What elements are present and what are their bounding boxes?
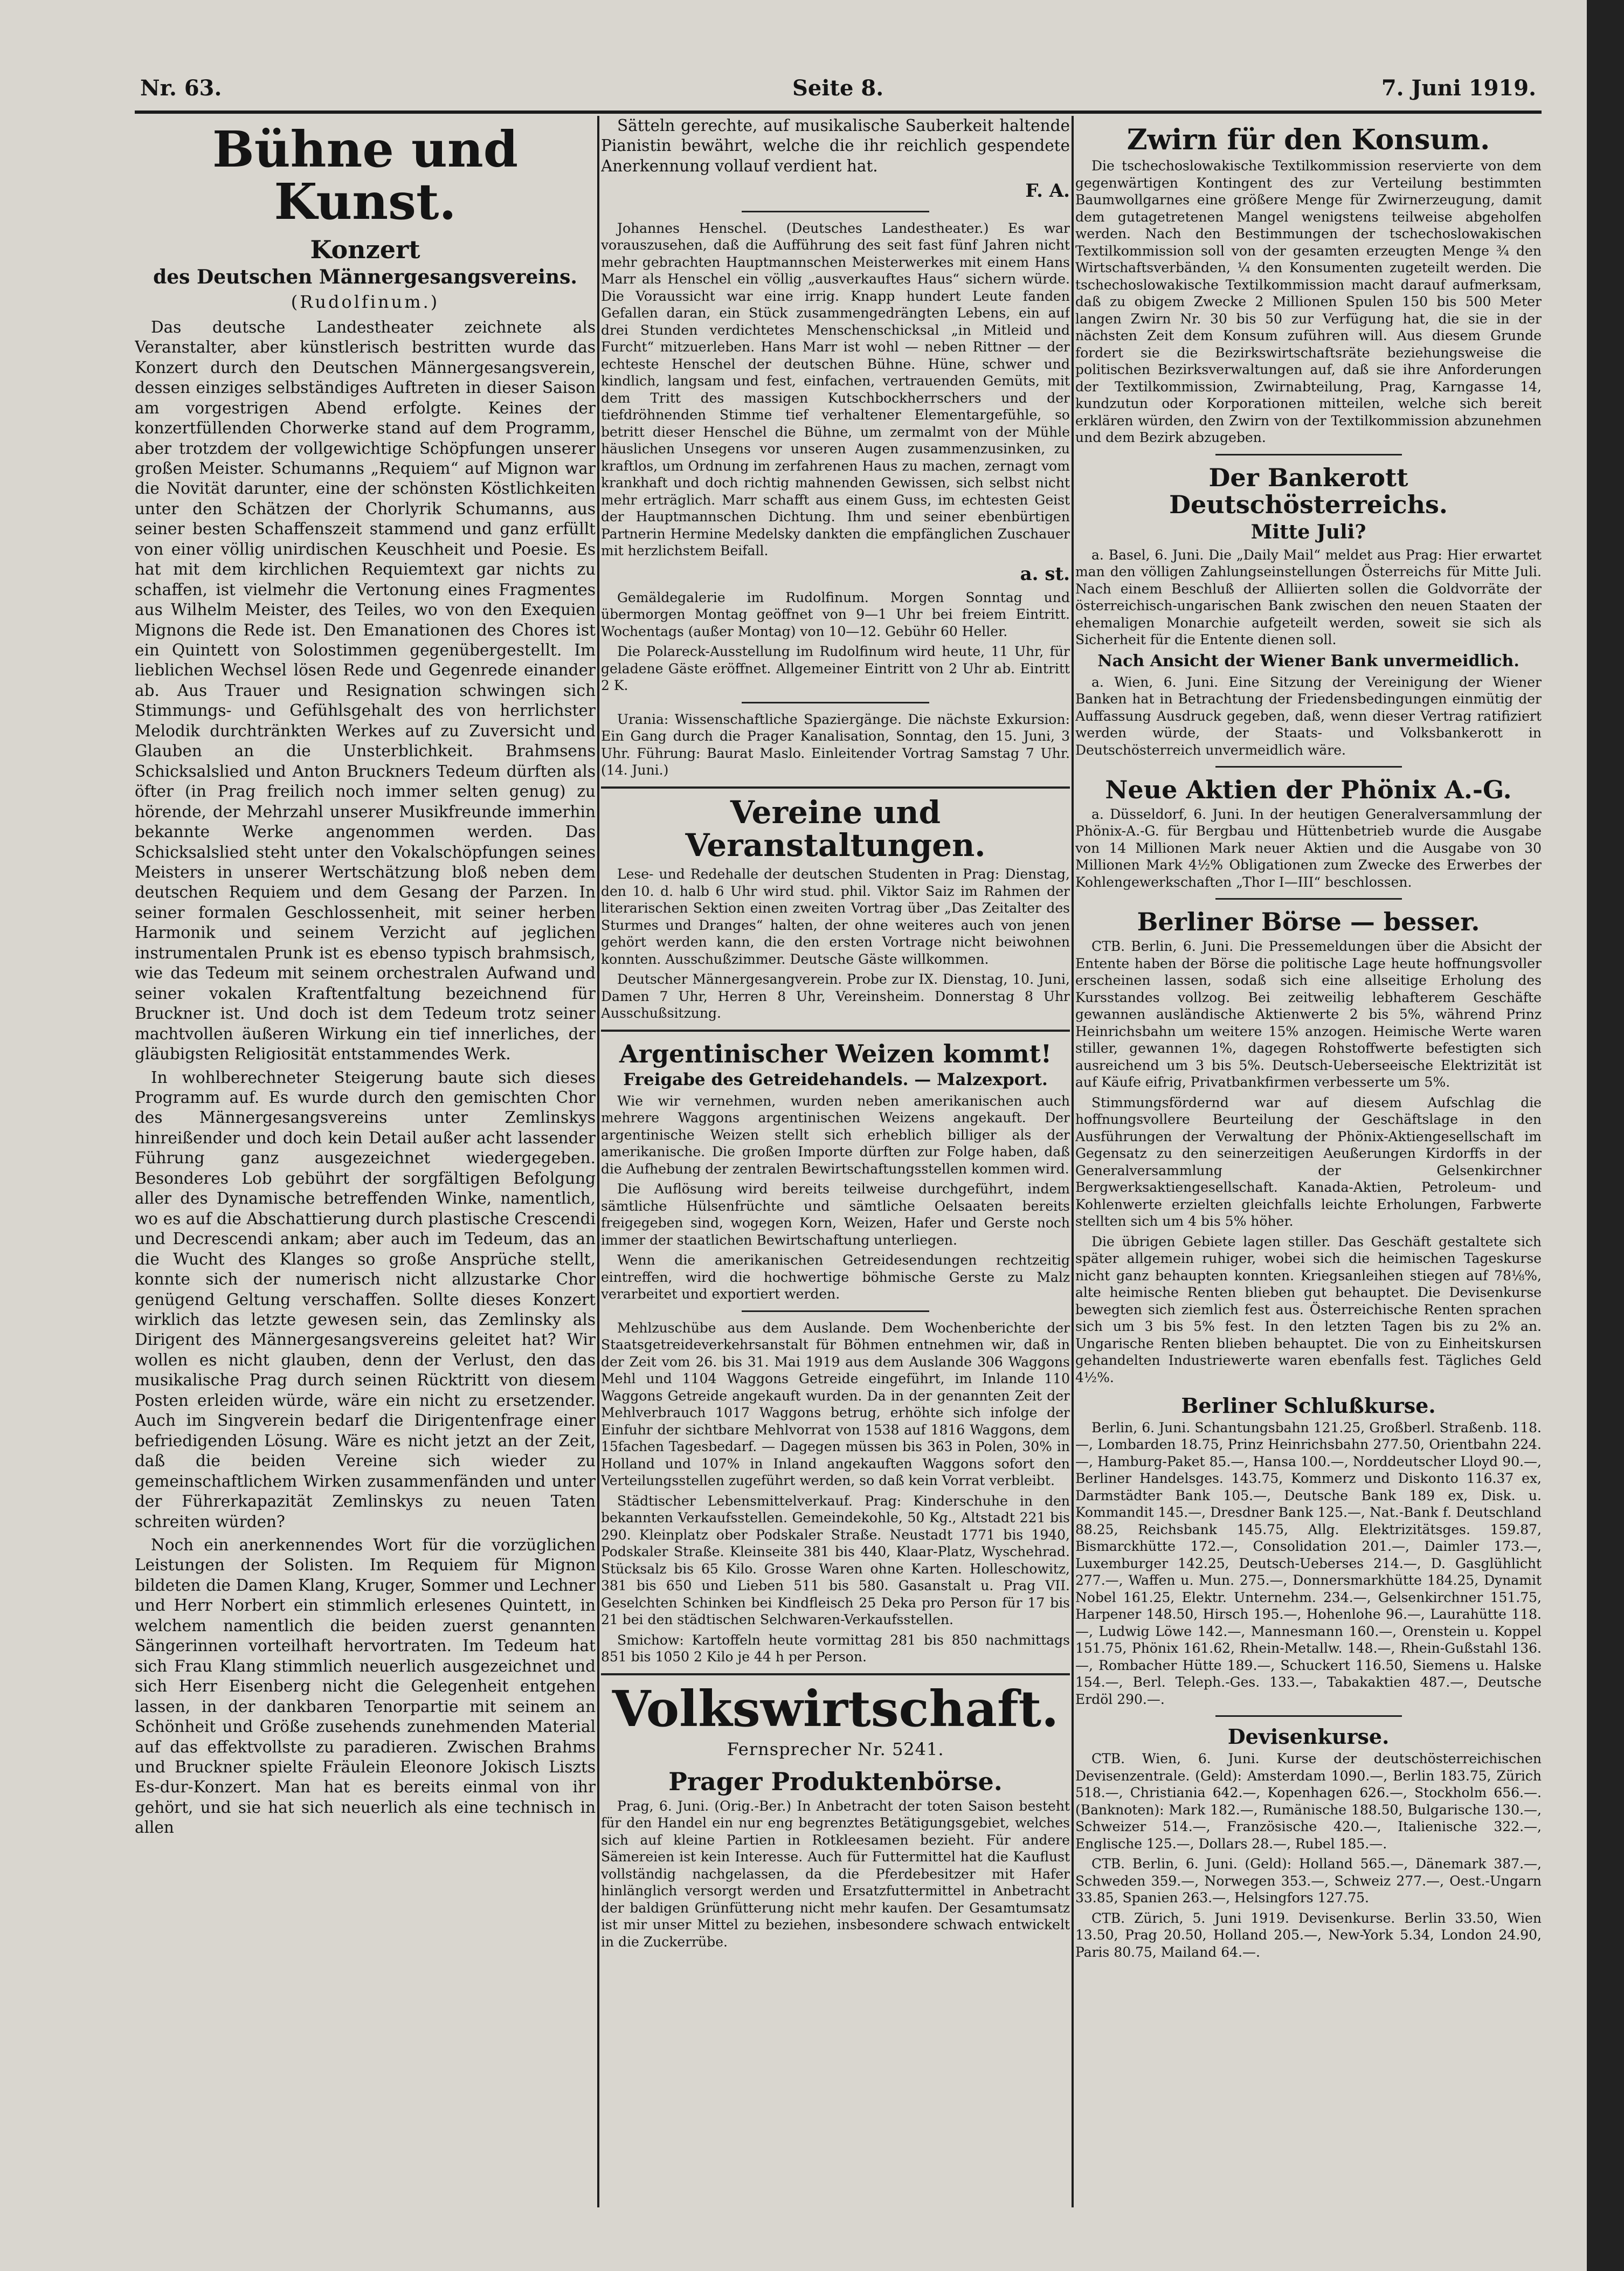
article-title-zwirn: Zwirn für den Konsum. — [1127, 123, 1490, 156]
divider — [601, 786, 1070, 789]
divider — [1215, 1715, 1402, 1717]
divider — [1215, 898, 1402, 900]
notice-smichow: Smichow: Kartoffeln heute vormittag 281 bis 850 nachmittags 851 bis 1050 2 Kilo je 44 h per Person. — [601, 1632, 1070, 1665]
author-signature: a. st. — [1020, 563, 1070, 585]
article-paragraph: Noch ein anerkennendes Wort für die vorzüglichen Leistungen der Solisten. Im Requiem für Mignon bildeten die Damen Klang, Kruger, Sommer und Lechner und Herr Norbert ein stimmlich erlesenes Quintett, in welchem namentlich die beiden zuerst genannten Sängerinnen vorteilhaft hervortraten. Im Tedeum hat sich Frau Klang stimmlich neuerlich ausgezeichnet und sich Herr Eisenberg nicht die Gelegenheit entgehen lassen, in der dankbaren Tenorpartie mit seinem an Schönheit und Größe zusehends zunehmenden Material auf das effektvollste zu paradieren. Zwischen Brahms und Bruckner spielte Fräulein Eleonore Jokisch Liszts Es-dur-Konzert. Man hat es bereits einmal von ihr gehört, und sie hat sich neuerlich als eine technisch in allen — [135, 1535, 596, 1837]
article-title-weizen: Argentinischer Weizen kommt! — [619, 1039, 1052, 1068]
article-paragraph: Wenn die amerikanischen Getreidesendungen rechtzeitig eintreffen, wird die hochwertige böhmische Gerste zu Malz verarbeitet und exportiert werden. — [601, 1252, 1070, 1302]
notice-galerie: Gemäldegalerie im Rudolfinum. Morgen Sonntag und übermorgen Montag geöffnet von 9—1 Uhr bei freiem Eintritt. Wochentags (außer Montag) von 10—12. Gebühr 60 Heller. — [601, 589, 1070, 639]
divider — [1215, 454, 1402, 455]
divider — [601, 1673, 1070, 1675]
notice-henschel: Johannes Henschel. (Deutsches Landestheater.) Es war vorauszusehen, daß die Aufführung des seit fast fünf Jahren nicht mehr gebrachten Hauptmannschen Meisterwerkes mit einem Hans Marr als Henschel ein völlig „ausverkauftes Haus“ sichern würde. Die Voraussicht war eine irrig. Knapp hundert Leute fanden Gefallen daran, ein Stück zusammengedrängten Lebens, ein auf drei Stunden verdichtetes Menschenschicksal „in Mitleid und Furcht“ mitzuerleben. Hans Marr ist wohl — neben Rittner — der echteste Henschel der deutschen Bühne. Hüne, schwer und kindlich, langsam und fest, einfachen, vertrauenden Gemüts, mit dem Tritt des massigen Kutschbockherrschers und der tiefdröhnenden Stimme tief verhaltener Elementargefühle, so betritt dieser Henschel die Bühne, um zermalmt von der Mühle häuslichen Unsegens vor unseren Augen zusammenzusinken, zu kraftlos, um Ordnung im zerfahrenen Haus zu machen, zernagt vom krankhaft und doch richtig mahnenden Gewissen, sich selbst nicht mehr erträglich. Marr schafft aus einem Guss, im echtesten Geist der Hauptmannschen Dichtung. Ihm und seiner ebenbürtigen Partnerin Hermine Medelsky dankten die empfänglichen Zuschauer mit herzlichstem Beifall. — [601, 220, 1070, 559]
article-title-produktenboerse: Prager Produktenbörse. — [668, 1767, 1003, 1797]
article-paragraph: a. Düsseldorf, 6. Juni. In der heutigen Generalversammlung der Phönix-A.-G. für Bergbau und Hüttenbetrieb wurde die Ausgabe von 14 Millionen Mark neuer Aktien und die Ausgabe von 30 Millionen Mark 4½% Obligationen zum Zwecke des Erwerbes der Kohlengewerkschaften „Thor I—III“ beschlossen. — [1075, 806, 1542, 890]
section-heading-vereine: Vereine und Veranstaltungen. — [685, 793, 986, 864]
article-paragraph: Sätteln gerechte, auf musikalische Sauberkeit haltende Pianistin bewährt, welche die ihr reichlich gespendete Anerkennung vollauf verdient hat. — [601, 116, 1070, 175]
column-rule-2 — [1072, 116, 1074, 2207]
article-paragraph: Das deutsche Landestheater zeichnete als Veranstalter, aber künstlerisch bestritten wurde das Konzert durch den Deutschen Männergesangsverein, dessen einziges selbständiges Auftreten in dieser Saison am vorgestrigen Abend erfolgte. Keines der konzertfüllenden Chorwerke stand auf dem Programm, aber trotzdem der vollgewichtige Schöpfungen unserer großen Meister. Schumanns „Requiem“ auf Mignon war die Novität darunter, eine der schönsten Köstlichkeiten unter den Schätzen der Chorlyrik Schumanns, aus seiner besten Schaffenszeit stammend und ganz erfüllt von einer völlig unirdischen Keuschheit und Poesie. Es hat mit dem kirchlichen Requiemtext gar nichts zu schaffen, ist vielmehr die Vertonung eines Fragmentes aus Wilhelm Meister, des Teiles, wo von den Exequien Mignons die Rede ist. Den Emanationen des Chores ist ein Quintett von Solostimmen gegenübergestellt. Im lieblichen Wechsel lösen Rede und Gegenrede einander ab. Aus Trauer und Resignation schwingen sich Stimmungs- und Gefühlsgehalt des von herrlichster Melodik durchtränkten Werkes auf zu Zuversicht und Glauben an die Unsterblichkeit. Brahmsens Schicksalslied und Anton Bruckners Tedeum dürften als öfter (in Prag freilich noch immer selten genug) zu hörende, der Mehrzahl unserer Musikfreunde immerhin bekannte Werke angenommen werden. Das Schicksalslied steht unter den Vokalschöpfungen seines Meisters in unserer Wertschätzung bloß neben dem deutschen Requiem und dem Gesang der Parzen. In seiner formalen Geschlossenheit, mit seiner herben Harmonik und seinem Verzicht auf jeglichen instrumentalen Prunk ist es ebenso typisch brahmsisch, wie das Tedeum mit seinem orchestralen Aufwand und seiner vokalen Kraftentfaltung bezeichnend für Bruckner ist. Und doch ist dem Tedeum trotz seiner machtvollen äußeren Wirkung ein tief innerliches, der gläubigsten Religiosität entstammendes Werk. — [135, 317, 596, 1064]
section-heading-buehne: Bühne und Kunst. — [212, 120, 519, 231]
currency-quotes-zuerich: CTB. Zürich, 5. Juni 1919. Devisenkurse. Berlin 33.50, Wien 13.50, Prag 20.50, Holland 205.—, New-York 5.34, London 24.90, Paris 80.75, Mailand 64.—. — [1075, 1910, 1542, 1960]
article-title-bankerott: Der Bankerott Deutschösterreichs. — [1169, 463, 1448, 520]
article-subtitle-bankerott: Mitte Juli? — [1250, 520, 1366, 543]
currency-quotes-wien: CTB. Wien, 6. Juni. Kurse der deutschösterreichischen Devisenzentrale. (Geld): Amsterdam 1090.—, Berlin 183.75, Zürich 518.—, Christiania 642.—, Kopenhagen 626.—, Stockholm 656.—. (Banknoten): Mark 182.—, Rumänische 188.50, Bulgarische 130.—, Schweizer 514.—, Französische 420.—, Italienische 322.—, Englische 125.—, Dollars 28.—, Rubel 185.—. — [1075, 1751, 1542, 1852]
page-number: Seite 8. — [792, 75, 884, 101]
issue-number: Nr. 63. — [140, 75, 222, 101]
divider — [742, 211, 929, 212]
column-3 — [1075, 116, 1542, 2207]
article-title-konzert: Konzert — [310, 235, 420, 265]
article-paragraph: Die tschechoslowakische Textilkommission reservierte von dem gegenwärtigen Kontingent des zur Verteilung bestimmten Baumwollgarnes eine größere Menge für Zwirnerzeugung, damit dem gutagetretenen Mangel wenigstens teilweise abgeholfen werden. Nach den Bestimmungen der tschechoslowakischen Textilkommission soll von der gesamten erzeugten Menge ¾ den Wirtschaftsverbänden, ¼ den Konsumenten zugeteilt werden. Die tschechoslowakische Textilkommission macht darauf aufmerksam, daß zu obigem Zwecke 2 Millionen Spulen 150 bis 500 Meter langen Zwirn Nr. 30 bis 50 zur Verfügung hat, die sie in der nächsten Zeit dem Konsum zuführen will. Aus diesem Grunde fordert sie die Bezirkswirtschaftsräte beziehungsweise die politischen Bezirksverwaltungen auf, daß sie ihre Anforderungen der Textilkommission, Zwirnabteilung, Prag, Karngasse 14, kundzutun oder Korporationen mitteilen, welche sich bereit erklären würden, den Zwirn von der Textilkommission abzunehmen und dem Bezirk abzugeben. — [1075, 158, 1542, 446]
currency-quotes-berlin: CTB. Berlin, 6. Juni. (Geld): Holland 565.—, Dänemark 387.—, Schweden 359.—, Norwegen 353.—, Schweiz 277.—, Oest.-Ungarn 33.85, Spanien 263.—, Helsingfors 127.75. — [1075, 1856, 1542, 1906]
article-subtitle-weizen: Freigabe des Getreidehandels. — Malzexport. — [623, 1069, 1048, 1089]
article-paragraph: Stimmungsfördernd war auf diesem Aufschlag die hoffnungsvollere Beurteilung der Geschäftslage in den Ausführungen der Verwaltung der Phönix-Aktiengesellschaft im Gegensatz zu den seinerzeitigen Aeußerungen Kirdorffs in der Generalversammlung der Gelsenkirchner Bergwerksaktiengesellschaft. Kanada-Aktien, Petroleum- und Kohlenwerte erzielten gleichfalls leichte Erholungen, Farbwerte stellten sich um 4 bis 5% höher. — [1075, 1094, 1542, 1230]
article-title-devisenkurse: Devisenkurse. — [1227, 1724, 1390, 1749]
article-title-berliner-boerse: Berliner Börse — besser. — [1137, 907, 1480, 937]
phone-number: Fernsprecher Nr. 5241. — [727, 1739, 944, 1760]
column-2 — [601, 116, 1070, 2207]
article-paragraph: a. Wien, 6. Juni. Eine Sitzung der Vereinigung der Wiener Banken hat in Betrachtung der Friedensbedingungen einmütig der Auffassung Ausdruck gegeben, daß, wenn dieser Vertrag ratifiziert werden würde, der Staats- und Volksbankerott in Deutschösterreich unvermeidlich wäre. — [1075, 674, 1542, 758]
notice-lebensmittel: Städtischer Lebensmittelverkauf. Prag: Kinderschuhe in den bekannten Verkaufsstellen. Gemeindekohle, 50 Kg., Altstadt 221 bis 290. Kleinplatz ober Podskaler Straße. Neustadt 1771 bis 1940, Podskaler Straße. Kleinseite 381 bis 440, Klaar-Platz, Wyschehrad. Stücksalz bis 65 Kilo. Grosse Waren ohne Karten. Holleschowitz, 381 bis 650 und Lieben 511 bis 580. Gasanstalt u. Prag VII. Geselchten Schinken bei Kindfleisch 25 Deka pro Person für 17 bis 21 bei den städtischen Selchwaren-Verkaufsstellen. — [601, 1493, 1070, 1628]
article-subtitle-wiener-bank: Nach Ansicht der Wiener Bank unvermeidlich. — [1097, 651, 1519, 671]
article-paragraph: In wohlberechneter Steigerung baute sich dieses Programm auf. Es wurde durch den gemischten Chor des Männergesangsvereins unter Zemlinskys hinreißender und doch kein Detail außer acht lassender Führung ganz ausgezeichnet wiedergegeben. Besonderes Lob gebührt der sorgfältigen Befolgung aller des Dynamische betreffenden Winke, namentlich, wo es auf die Abschattierung durch plastische Crescendi und Decrescendi ankam; aber auch im Tedeum, das an die Wucht des Klanges so große Ansprüche stellt, konnte sich der numerisch nicht allzustarke Chor genügend Geltung verschaffen. Sollte dieses Konzert wirklich das letzte gewesen sein, das Zemlinsky als Dirigent des Männergesangsvereins geleitet hat? Wir wollen es nicht glauben, denn der Verlust, den das musikalische Prag durch seinen Rücktritt von diesem Posten erleiden würde, wäre ein nicht zu ersetzender. Auch im Singverein bedarf die Dirigentenfrage einer befriedigenden Lösung. Wäre es nicht jetzt an der Zeit, daß die beiden Vereine sich wieder zu gemeinschaftlichem Wirken zusammenfänden und unter der Führerkapazität Zemlinskys zu neuen Taten schreiten würden? — [135, 1068, 596, 1531]
notice-ausstellung: Die Polareck-Ausstellung im Rudolfinum wird heute, 11 Uhr, für geladene Gäste eröffnet. Allgemeiner Eintritt von 2 Uhr ab. Eintritt 2 K. — [601, 644, 1070, 694]
article-venue: (Rudolfinum.) — [291, 291, 440, 312]
article-title-phoenix: Neue Aktien der Phönix A.-G. — [1105, 775, 1512, 805]
article-paragraph: CTB. Berlin, 6. Juni. Die Pressemeldungen über die Absicht der Entente haben der Börse die politische Lage heute hoffnungsvoller erscheinen lassen, sodaß sich eine allseitige Erholung des Kursstandes vollzog. Bei zeitweilig lebhafterem Geschäfte gewannen ausländische Aktienwerte 2 bis 5%, während Prinz Heinrichsbahn um weitere 15% anzogen. Heimische Werte waren stiller, gewannen 1%, dagegen Rohstoffwerte befestigten sich ausreichend um 3 bis 5%. Deutsch-Ueberseeische Elektrizität ist auf Käufe eifrig, Privatbankfirmen verbesserte um 5%. — [1075, 938, 1542, 1090]
article-title-schlusskurse: Berliner Schlußkurse. — [1181, 1393, 1436, 1418]
author-signature: F. A. — [1025, 180, 1070, 202]
notice-maennergesang: Deutscher Männergesangverein. Probe zur IX. Dienstag, 10. Juni, Damen 7 Uhr, Herren 8 Uhr, Vereinsheim. Donnerstag 8 Uhr Ausschußsitzung. — [601, 971, 1070, 1021]
notice-mehlzuschuebe: Mehlzuschübe aus dem Auslande. Dem Wochenberichte der Staatsgetreideverkehrsanstalt für Böhmen entnehmen wir, daß in der Zeit vom 26. bis 31. Mai 1919 aus dem Auslande 306 Waggons Mehl und 1104 Waggons Getreide eingeführt, im Inlande 110 Waggons Getreide angekauft wurden. Da in der genannten Zeit der Mehlverbrauch 1017 Waggons betrug, erhöhte sich infolge der Einfuhr der sichtbare Mehlvorrat von 1538 auf 1816 Waggons, dem 15fachen Tagesbedarf. — Dagegen müssen bis 363 in Polen, 30% in Holland und 107% in Inland angekauften Waggons sofort den Verteilungsstellen zugeführt werden, so daß kein Vorrat verbleibt. — [601, 1320, 1070, 1489]
divider — [1215, 766, 1402, 768]
article-paragraph: Die Auflösung wird bereits teilweise durchgeführt, indem sämtliche Hülsenfrüchte und sämtliche Oelsaaten bereits freigegeben sind, wogegen Korn, Weizen, Hafer und Gerste noch immer der staatlichen Bewirtschaftung unterliegen. — [601, 1181, 1070, 1248]
stock-quotes: Berlin, 6. Juni. Schantungsbahn 121.25, Großberl. Straßenb. 118.—, Lombarden 18.75, Prinz Heinrichsbahn 277.50, Orientbahn 224.—, Hamburg-Paket 85.—, Hansa 100.—, Norddeutscher Lloyd 90.—, Berliner Handelsges. 143.75, Kommerz und Diskonto 116.37 ex, Darmstädter Bank 105.—, Deutsche Bank 189 ex, Disk. u. Kommandit 145.—, Dresdner Bank 125.—, Nat.-Bank f. Deutschland 88.25, Reichsbank 145.75, Allg. Elektrizitätsges. 159.87, Bismarckhütte 172.—, Consolidation 201.—, Daimler 173.—, Luxemburger 142.25, Deutsch-Ueberses 214.—, D. Gasglühlicht 277.—, Waffen u. Mun. 275.—, Donnersmarkhütte 184.25, Dynamit Nobel 161.25, Elektr. Unternehm. 234.—, Gelsenkirchner 151.75, Harpener 148.50, Hirsch 195.—, Hohenlohe 96.—, Laurahütte 118.—, Ludwig Löwe 142.—, Mannesmann 160.—, Orenstein u. Koppel 151.75, Phönix 161.62, Rhein-Metallw. 148.—, Rhein-Gußstahl 136.—, Rombacher Hütte 189.—, Schuckert 116.50, Siemens u. Halske 154.—, Berl. Teleph.-Ges. 133.—, Tabakaktien 487.—, Deutsche Erdöl 290.—. — [1075, 1419, 1542, 1707]
column-1 — [135, 116, 596, 2207]
page-header — [135, 65, 1542, 108]
divider — [742, 1310, 929, 1312]
article-subtitle-konzert: des Deutschen Männergesangsvereins. — [153, 265, 577, 288]
article-paragraph: Wie wir vernehmen, wurden neben amerikanischen auch mehrere Waggons argentinischen Weizens angekauft. Der argentinische Weizen stellt sich erheblich billiger als der amerikanische. Die großen Importe dürften zur Folge haben, daß die Aufhebung der zentralen Bewirtschaftungsstellen kommen wird. — [601, 1093, 1070, 1177]
section-heading-volkswirtschaft: Volkswirtschaft. — [612, 1679, 1059, 1738]
divider — [601, 1030, 1070, 1032]
header-rule — [135, 111, 1542, 114]
article-paragraph: a. Basel, 6. Juni. Die „Daily Mail“ meldet aus Prag: Hier erwartet man den völligen Zahlungseinstellungen Österreichs für Mitte Juli. Nach einem Beschluß der Alliierten sollen die Goldvorräte der österreichisch-ungarischen Bank zwischen den neuen Staaten der ehemaligen Monarchie aufgeteilt werden, soweit sie sich als Sicherheit für die Entente dienen soll. — [1075, 547, 1542, 648]
scan-edge — [1587, 0, 1624, 2271]
column-rule-1 — [597, 116, 599, 2207]
notice-urania: Urania: Wissenschaftliche Spaziergänge. Die nächste Exkursion: Ein Gang durch die Prager Kanalisation, Sonntag, den 15. Juni, 3 Uhr. Führung: Baurat Maslo. Einleitender Vortrag Samstag 7 Uhr. (14. Juni.) — [601, 711, 1070, 778]
divider — [742, 702, 929, 703]
article-paragraph: Prag, 6. Juni. (Orig.-Ber.) In Anbetracht der toten Saison besteht für den Handel ein nur eng begrenztes Betätigungsgebiet, welches sich auf kleine Partien in Rotkleesamen bezieht. Für andere Sämereien ist kein Interesse. Auch für Futtermittel hat die Kauflust vollständig nachgelassen, da die Pferdebesitzer mit Hafer hinlänglich versorgt werden und Ersatzfuttermittel in Anbetracht der baldigen Grünfütterung nicht mehr kaufen. Der Gesamtumsatz ist mir unser Mittel zu beziehen, insbesondere schwach entwickelt in die Zuckerrübe. — [601, 1798, 1070, 1950]
notice-lesehalle: Lese- und Redehalle der deutschen Studenten in Prag: Dienstag, den 10. d. halb 6 Uhr wird stud. phil. Viktor Saiz im Rahmen der literarischen Sektion einen zweiten Vortrag über „Das Zeitalter des Sturmes und Dranges“ halten, der ohne weiteres auch von jenen gehört werden kann, die den ersten Vortrage nicht beiwohnen konnten. Ausschußzimmer. Deutsche Gäste willkommen. — [601, 866, 1070, 967]
article-paragraph: Die übrigen Gebiete lagen stiller. Das Geschäft gestaltete sich später allgemein ruhiger, wobei sich die heimischen Tageskurse nicht ganz behaupten konnten. Kriegsanleihen stiegen auf 78⅛%, alte heimische Renten blieben gut behauptet. Die Devisenkurse bewegten sich ziemlich fest aus. Österreichische Renten sprachen sich um 3 bis 5% fest. In den letzten Tagen bis zu 2% an. Ungarische Renten blieben behauptet. Die von zu Einheitskursen gehandelten Industriewerte waren ebenfalls fest. Tägliches Geld 4½%. — [1075, 1233, 1542, 1385]
issue-date: 7. Juni 1919. — [1381, 75, 1536, 101]
